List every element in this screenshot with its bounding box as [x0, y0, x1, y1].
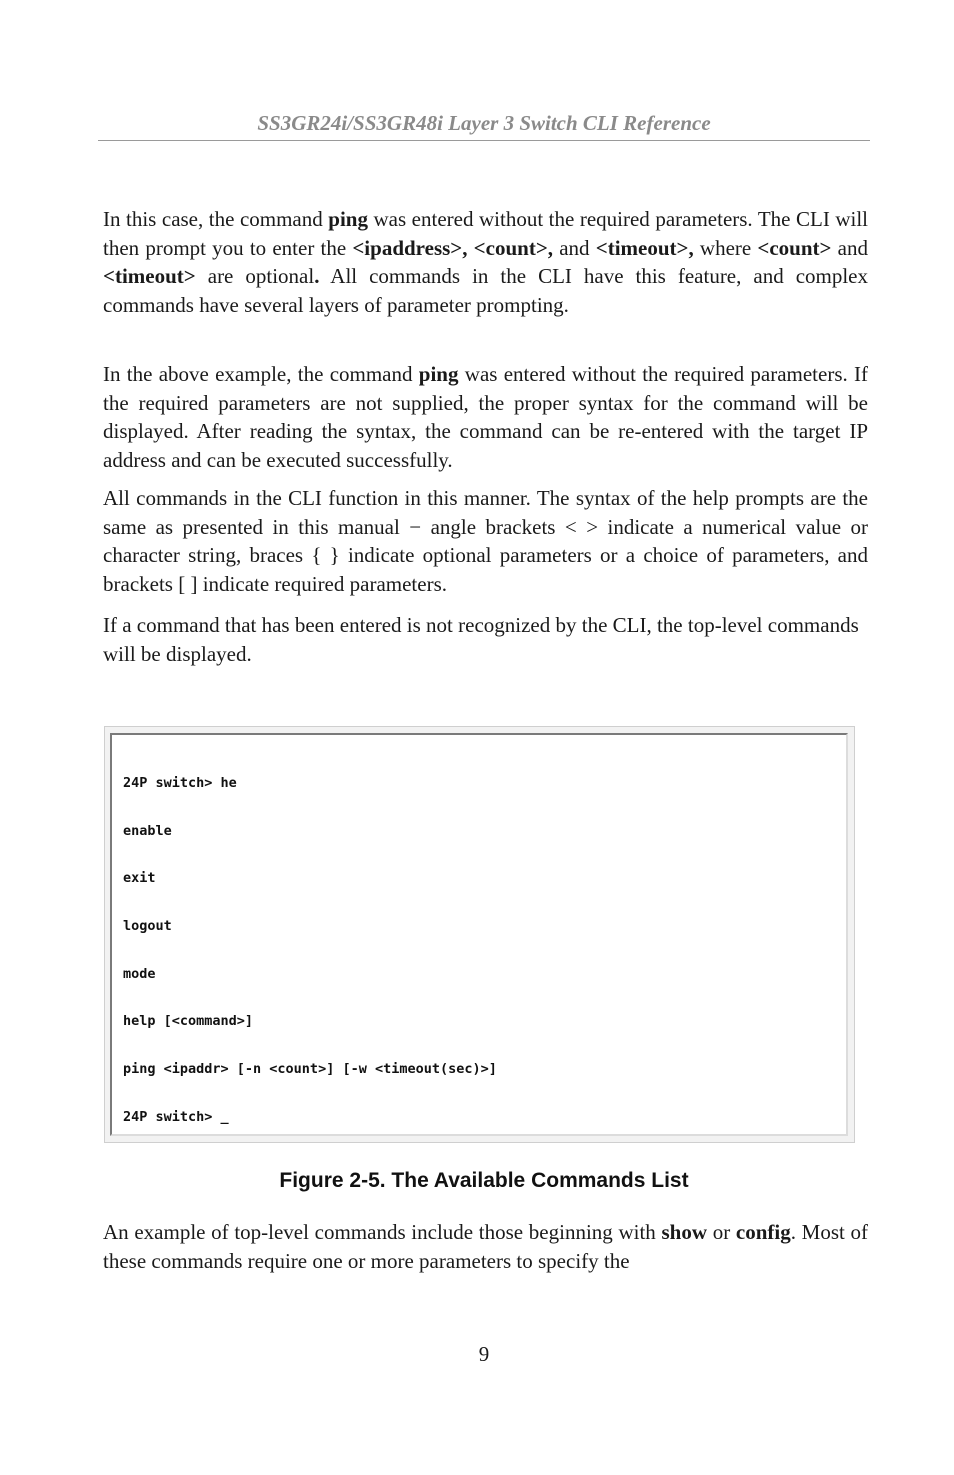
terminal-screenshot	[104, 726, 855, 1143]
bold-run: <ipaddress>, <count>,	[352, 235, 554, 260]
bold-run: .	[314, 264, 320, 289]
text-run: where	[693, 235, 758, 260]
bold-run: <count>	[757, 235, 832, 260]
terminal-line: logout	[123, 917, 172, 934]
terminal-line: ping <ipaddr> [-n <count>] [-w <timeout(sec)>]	[123, 1061, 497, 1078]
text-run: An example of top-level commands include those beginning with	[103, 1220, 662, 1244]
figure-caption: Figure 2-5. The Available Commands List	[279, 1169, 689, 1192]
paragraph-5	[103, 1218, 868, 1275]
terminal-line: enable	[123, 822, 172, 839]
terminal-line: mode	[123, 965, 156, 982]
terminal-output	[123, 744, 497, 1158]
terminal-line: help [<command>]	[123, 1013, 254, 1030]
bold-run: <timeout>,	[595, 235, 694, 260]
text-run: was entered without the required parameters. The CLI will then prompt you to enter the	[103, 207, 868, 260]
paragraph-1	[103, 205, 868, 319]
bold-run: config	[735, 1220, 791, 1244]
text-run: In the above example, the command	[103, 362, 419, 386]
terminal-line: 24P switch> he	[123, 774, 237, 791]
terminal-line: exit	[123, 870, 156, 887]
running-header: SS3GR24i/SS3GR48i Layer 3 Switch CLI Reference	[257, 111, 711, 135]
text-run: are optional	[195, 264, 315, 289]
terminal-line: 24P switch> _	[123, 1108, 229, 1125]
terminal-window	[110, 733, 848, 1136]
text-run: and	[553, 235, 596, 260]
text-run: was entered without the required parameters. If the required parameters are not supplied, the proper syntax for the command will be displayed. After reading the syntax, the command can be re-entered with the target IP address and can be executed successfully.	[103, 362, 869, 472]
paragraph-3	[103, 484, 868, 598]
bold-run: ping	[418, 362, 459, 386]
text-run: All commands in the CLI function in this manner. The syntax of the help prompts are the same as presented in this manual − angle brackets < > indicate a numerical value or character string, braces { } indicate optional parameters or a choice of parameters, and brackets [ ] indicate required parameters.	[103, 486, 868, 596]
text-run: or	[707, 1220, 736, 1244]
paragraph-2	[103, 360, 868, 474]
bold-run: show	[661, 1220, 708, 1244]
text-run: and	[831, 235, 868, 260]
bold-run: ping	[328, 207, 368, 231]
text-run: All commands in the CLI have this feature, and complex commands have several layers of parameter prompting.	[103, 264, 868, 317]
header-rule	[98, 140, 870, 141]
paragraph-4	[103, 611, 868, 668]
text-run: . Most of these commands require one or more parameters to specify the	[103, 1220, 868, 1273]
text-run: If a command that has been entered is not recognized by the CLI, the top-level commands will be displayed.	[103, 613, 859, 666]
bold-run: <timeout>	[103, 264, 196, 289]
text-run: In this case, the command	[103, 207, 329, 231]
page-number: 9	[478, 1342, 490, 1366]
